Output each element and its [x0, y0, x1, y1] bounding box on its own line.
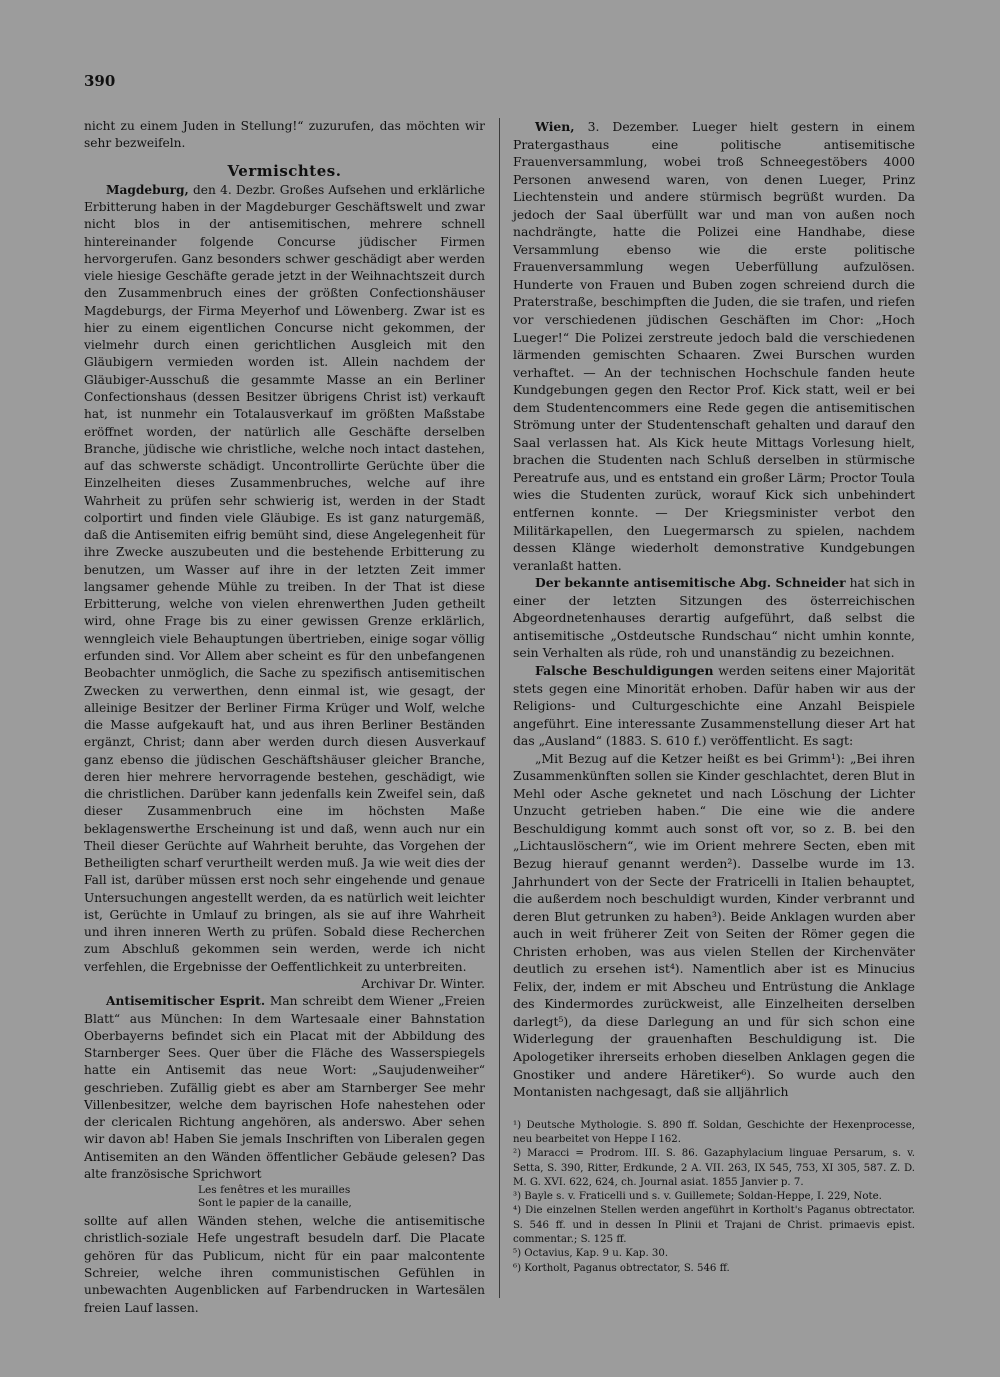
- magdeburg-body: den 4. Dezbr. Großes Aufsehen und erklärliche Erbitterung haben in der Magdeburger Geschäftswelt und zwar nicht blos in der antisemitischen, mehrere schnell hintereinander folgende Concurse jüdischer Firmen hervorgerufen. Ganz besonders schwer geschädigt aber werden viele hiesige Geschäfte gerade jetzt in der Weihnachtszeit durch den Zusammenbruch eines der größten Confectionshäuser Magdeburgs, der Firma Meyerhof und Löwenberg. Zwar ist es hier zu einem eigentlichen Concurse nicht gekommen, der vielmehr durch einen gerichtlichen Ausgleich mit den Gläubigern vermieden worden ist. Allein nachdem der Gläubiger-Ausschuß die gesammte Masse an ein Berliner Confectionshaus (dessen Besitzer übrigens Christ ist) verkauft hat, ist nunmehr ein Totalausverkauf im größten Maßstabe eröffnet worden, der natürlich alle Geschäfte derselben Branche, jüdische wie christliche, welche noch intact dastehen, auf das schwerste schädigt. Uncontrollirte Gerüchte über die Einzelheiten dieses Zusammenbruches, welche auf ihre Wahrheit zu prüfen sehr schwierig ist, werden in der Stadt colportirt und finden viele Gläubige. Es ist ganz naturgemäß, daß die Antisemiten eifrig bemüht sind, diese Angelegenheit für ihre Zwecke auszubeuten und die bestehende Erbitterung zu benutzen, um Wasser auf ihre in der letzten Zeit immer langsamer gehende Mühle zu treiben. In der That ist diese Erbitterung, welche von vielen ehrenwerthen Juden getheilt wird, ohne Frage bis zu einer gewissen Grenze erklärlich, wenngleich viele Behauptungen übertrieben, einige sogar völlig erfunden sind. Vor Allem aber scheint es für den unbefangenen Beobachter unmöglich, die Sache zu spezifisch antisemitischen Zwecken zu verwerthen, denn einmal ist, wie gesagt, der alleinige Besitzer der Berliner Firma Krüger und Wolf, welche die Masse aufgekauft hat, und aus ihren Berliner Beständen ergänzt, Christ; dann aber werden durch diesen Ausverkauf ganz ebenso die jüdischen Geschäftshäuser gleicher Branche, deren hier mehrere hervorragende bestehen, geschädigt, wie die christlichen. Darüber kann jedenfalls kein Zweifel sein, daß dieser Zusammenbruch eine im höchsten Maße beklagenswerthe Erscheinung ist und daß, wenn auch nur ein Theil dieser Gerüchte auf Wahrheit beruhte, das Vorgehen der Betheiligten scharf verurtheilt werden muß. Ja wie weit dies der Fall ist, darüber müssen erst noch sehr eingehende und genaue Untersuchungen angestellt werden, da es natürlich weit leichter ist, Gerüchte in Umlauf zu bringen, als sie auf ihre Wahrheit und ihren inneren Werth zu prüfen. Sobald diese Recherchen zum Abschluß gekommen sein werden, werde ich nicht verfehlen, die Ergebnisse der Oeffentlichkeit zu unterbreiten.: [84, 182, 485, 974]
- footnote-6: ⁶) Kortholt, Paganus obtrectator, S. 546 ff.: [513, 1262, 730, 1274]
- page-number: 390: [84, 72, 116, 90]
- wien-heading: Wien,: [535, 119, 575, 134]
- footnote-1: ¹) Deutsche Mythologie. S. 890 ff. Soldan, Geschichte der Hexenprocesse, neu bearbeitet von Heppe I 162.: [513, 1119, 915, 1145]
- quote-paragraph: „Mit Bezug auf die Ketzer heißt es bei Grimm¹): „Bei ihren Zusammenkünften sollen sie Kinder geschlachtet, deren Blut in Mehl oder Asche geknetet und nach Löschung der Lichter Unzucht getrieben haben.“ Die eine wie die andere Beschuldigung kommt auch sonst oft vor, so z. B. bei den „Lichtauslöschern“, wie im Orient mehrere Secten, eben mit Bezug hierauf genannt werden²). Dasselbe wurde im 13. Jahrhundert von der Secte der Fratricelli in Italien behauptet, die außerdem noch beschuldigt wurden, Kinder verbrannt und deren Blut getrunken zu haben³). Beide Anklagen wurden aber auch in weit früherer Zeit von Seiten der Römer gegen die Christen erhoben, was aus vielen Stellen der Kirchenväter deutlich zu ersehen ist⁴). Namentlich aber ist es Minucius Felix, der, indem er mit Abscheu und Entrüstung die Anklage des Kindermordes zurückweist, alle Einzelheiten derselben darlegt⁵), da diese Darlegung an und für sich schon eine Widerlegung der grauenhaften Beschuldigung ist. Die Apologetiker ihrerseits erhoben dieselben Anklagen gegen die Gnostiker und andere Häretiker⁶). So wurde auch den Montanisten nachgesagt, daß sie alljährlich: [513, 750, 915, 1100]
- schneider-body: hat sich in einer der letzten Sitzungen des österreichischen Abgeordnetenhauses derartig aufgeführt, daß selbst die antisemitische „Ostdeutsche Rundschau“ nicht umhin konnte, sein Verhalten als rüde, roh und unanständig zu bezeichnen.: [513, 575, 915, 661]
- intro-paragraph: nicht zu einem Juden in Stellung!“ zuzurufen, das möchten wir sehr bezweifeln.: [84, 119, 485, 151]
- esprit-ending: sollte auf allen Wänden stehen, welche die antisemitische christlich-soziale Hefe ungestraft besudeln darf. Die Placate gehören für das Publicum, nicht für ein paar malcontente Schreier, welche ihren communistischen Gefühlen in unbewachten Augenblicken auf Farbendrucken in Wartesälen freien Lauf lassen.: [84, 1214, 485, 1315]
- footnote-4: ⁴) Die einzelnen Stellen werden angeführt in Kortholt's Paganus obtrectator. S. 546 ff. und in dessen In Plinii et Trajani de Christ. primaevis epist. commentar.; S. 125 ff.: [513, 1205, 915, 1245]
- french-proverb-line-1: Les fenêtres et les murailles: [198, 1184, 351, 1197]
- section-title: Vermischtes.: [227, 161, 342, 180]
- esprit-heading: Antisemitischer Esprit.: [106, 994, 266, 1009]
- footnote-5: ⁵) Octavius, Kap. 9 u. Kap. 30.: [513, 1248, 669, 1260]
- footnotes: [513, 1119, 915, 1276]
- footnote-2: ²) Maracci = Prodrom. III. S. 86. Gazaphylacium linguae Persarum, s. v. Setta, S. 390, Ritter, Erdkunde, 2 A. VII. 263, IX 545, 753, XI 305, 587. Z. D. M. G. XVI. 622, 624, ch. Journal asiat. 1855 Janvier p. 7.: [513, 1148, 915, 1188]
- esprit-body: Man schreibt dem Wiener „Freien Blatt“ aus München: In dem Wartesaale einer Bahnstation Oberbayerns befindet sich ein Placat mit der Abbildung des Starnberger Sees. Quer über die Fläche des Wasserspiegels hatte ein Antisemit das neue Wort: „Saujudenweiher“ geschrieben. Zufällig giebt es aber am Starnberger See mehr Villenbesitzer, welche dem bayrischen Hofe nahestehen oder der clericalen Richtung angehören, als anderswo. Aber sehen wir davon ab! Haben Sie jemals Inschriften von Liberalen gegen Antisemiten an den Wänden öffentlicher Gebäude gelesen? Das alte französische Sprichwort: [84, 994, 486, 1181]
- wien-body: 3. Dezember. Lueger hielt gestern in einem Pratergasthaus eine politische antisemitische Frauenversammlung, wobei troß Schneegestöbers 4000 Personen anwesend waren, von denen Lueger, Prinz Liechtenstein und andere stürmisch begrüßt wurden. Da jedoch der Saal überfüllt war und man von außen noch nachdrängte, hatte die Polizei eine Handhabe, diese Versammlung ebenso wie die erste politische Frauenversammlung wegen Ueberfüllung aufzulösen. Hunderte von Frauen und Buben zogen schreiend durch die Praterstraße, beschimpften die Juden, die sie trafen, und riefen vor verschiedenen jüdischen Geschäften im Chor: „Hoch Lueger!“ Die Polizei zerstreute jedoch bald die verschiedenen lärmenden gemischten Schaaren. Zwei Burschen wurden verhaftet. — An der technischen Hochschule fanden heute Kundgebungen gegen den Rector Prof. Kick statt, weil er bei dem Studentencommers eine Rede gegen die antisemitischen Strömung unter der Studentenschaft gehalten und darauf den Saal verlassen hat. Als Kick heute Mittags Vorlesung hielt, brachen die Studenten nach Schluß derselben in stürmische Pereatrufe aus, und es entstand ein großer Lärm; Proctor Toula wies die Studenten zurück, worauf Kick sich unbehindert entfernen konnte. — Der Kriegsminister verbot den Militärkapellen, den Luegermarsch zu spielen, nachdem dessen Klänge wiederholt demonstrative Kundgebungen veranlaßt hatten.: [513, 119, 915, 573]
- schneider-heading: Der bekannte antisemitische Abg. Schneider: [535, 575, 846, 591]
- footnote-3: ³) Bayle s. v. Fraticelli und s. v. Guillemete; Soldan-Heppe, I. 229, Note.: [513, 1191, 882, 1203]
- magdeburg-article: [84, 182, 485, 976]
- magdeburg-signature: Archivar Dr. Winter.: [361, 977, 485, 992]
- magdeburg-signature-line: [84, 976, 485, 993]
- schneider-article: [513, 574, 915, 662]
- column-divider: [499, 118, 500, 1298]
- left-column: [84, 118, 485, 1317]
- wien-article: [513, 118, 915, 574]
- esprit-article: [84, 993, 485, 1183]
- falsche-article: [513, 662, 915, 750]
- french-proverb-line-2: Sont le papier de la canaille,: [198, 1197, 352, 1210]
- magdeburg-heading: Magdeburg,: [106, 182, 189, 197]
- falsche-heading: Falsche Beschuldigungen: [535, 662, 714, 678]
- falsche-body: werden seitens einer Majorität stets gegen eine Minorität erhoben. Dafür haben wir aus der Religions- und Culturgeschichte eine Anzahl Beispiele angeführt. Eine interessante Zusammenstellung dieser Art hat das „Ausland“ (1883. S. 610 f.) veröffentlicht. Es sagt:: [513, 662, 915, 749]
- right-column: [513, 118, 915, 1276]
